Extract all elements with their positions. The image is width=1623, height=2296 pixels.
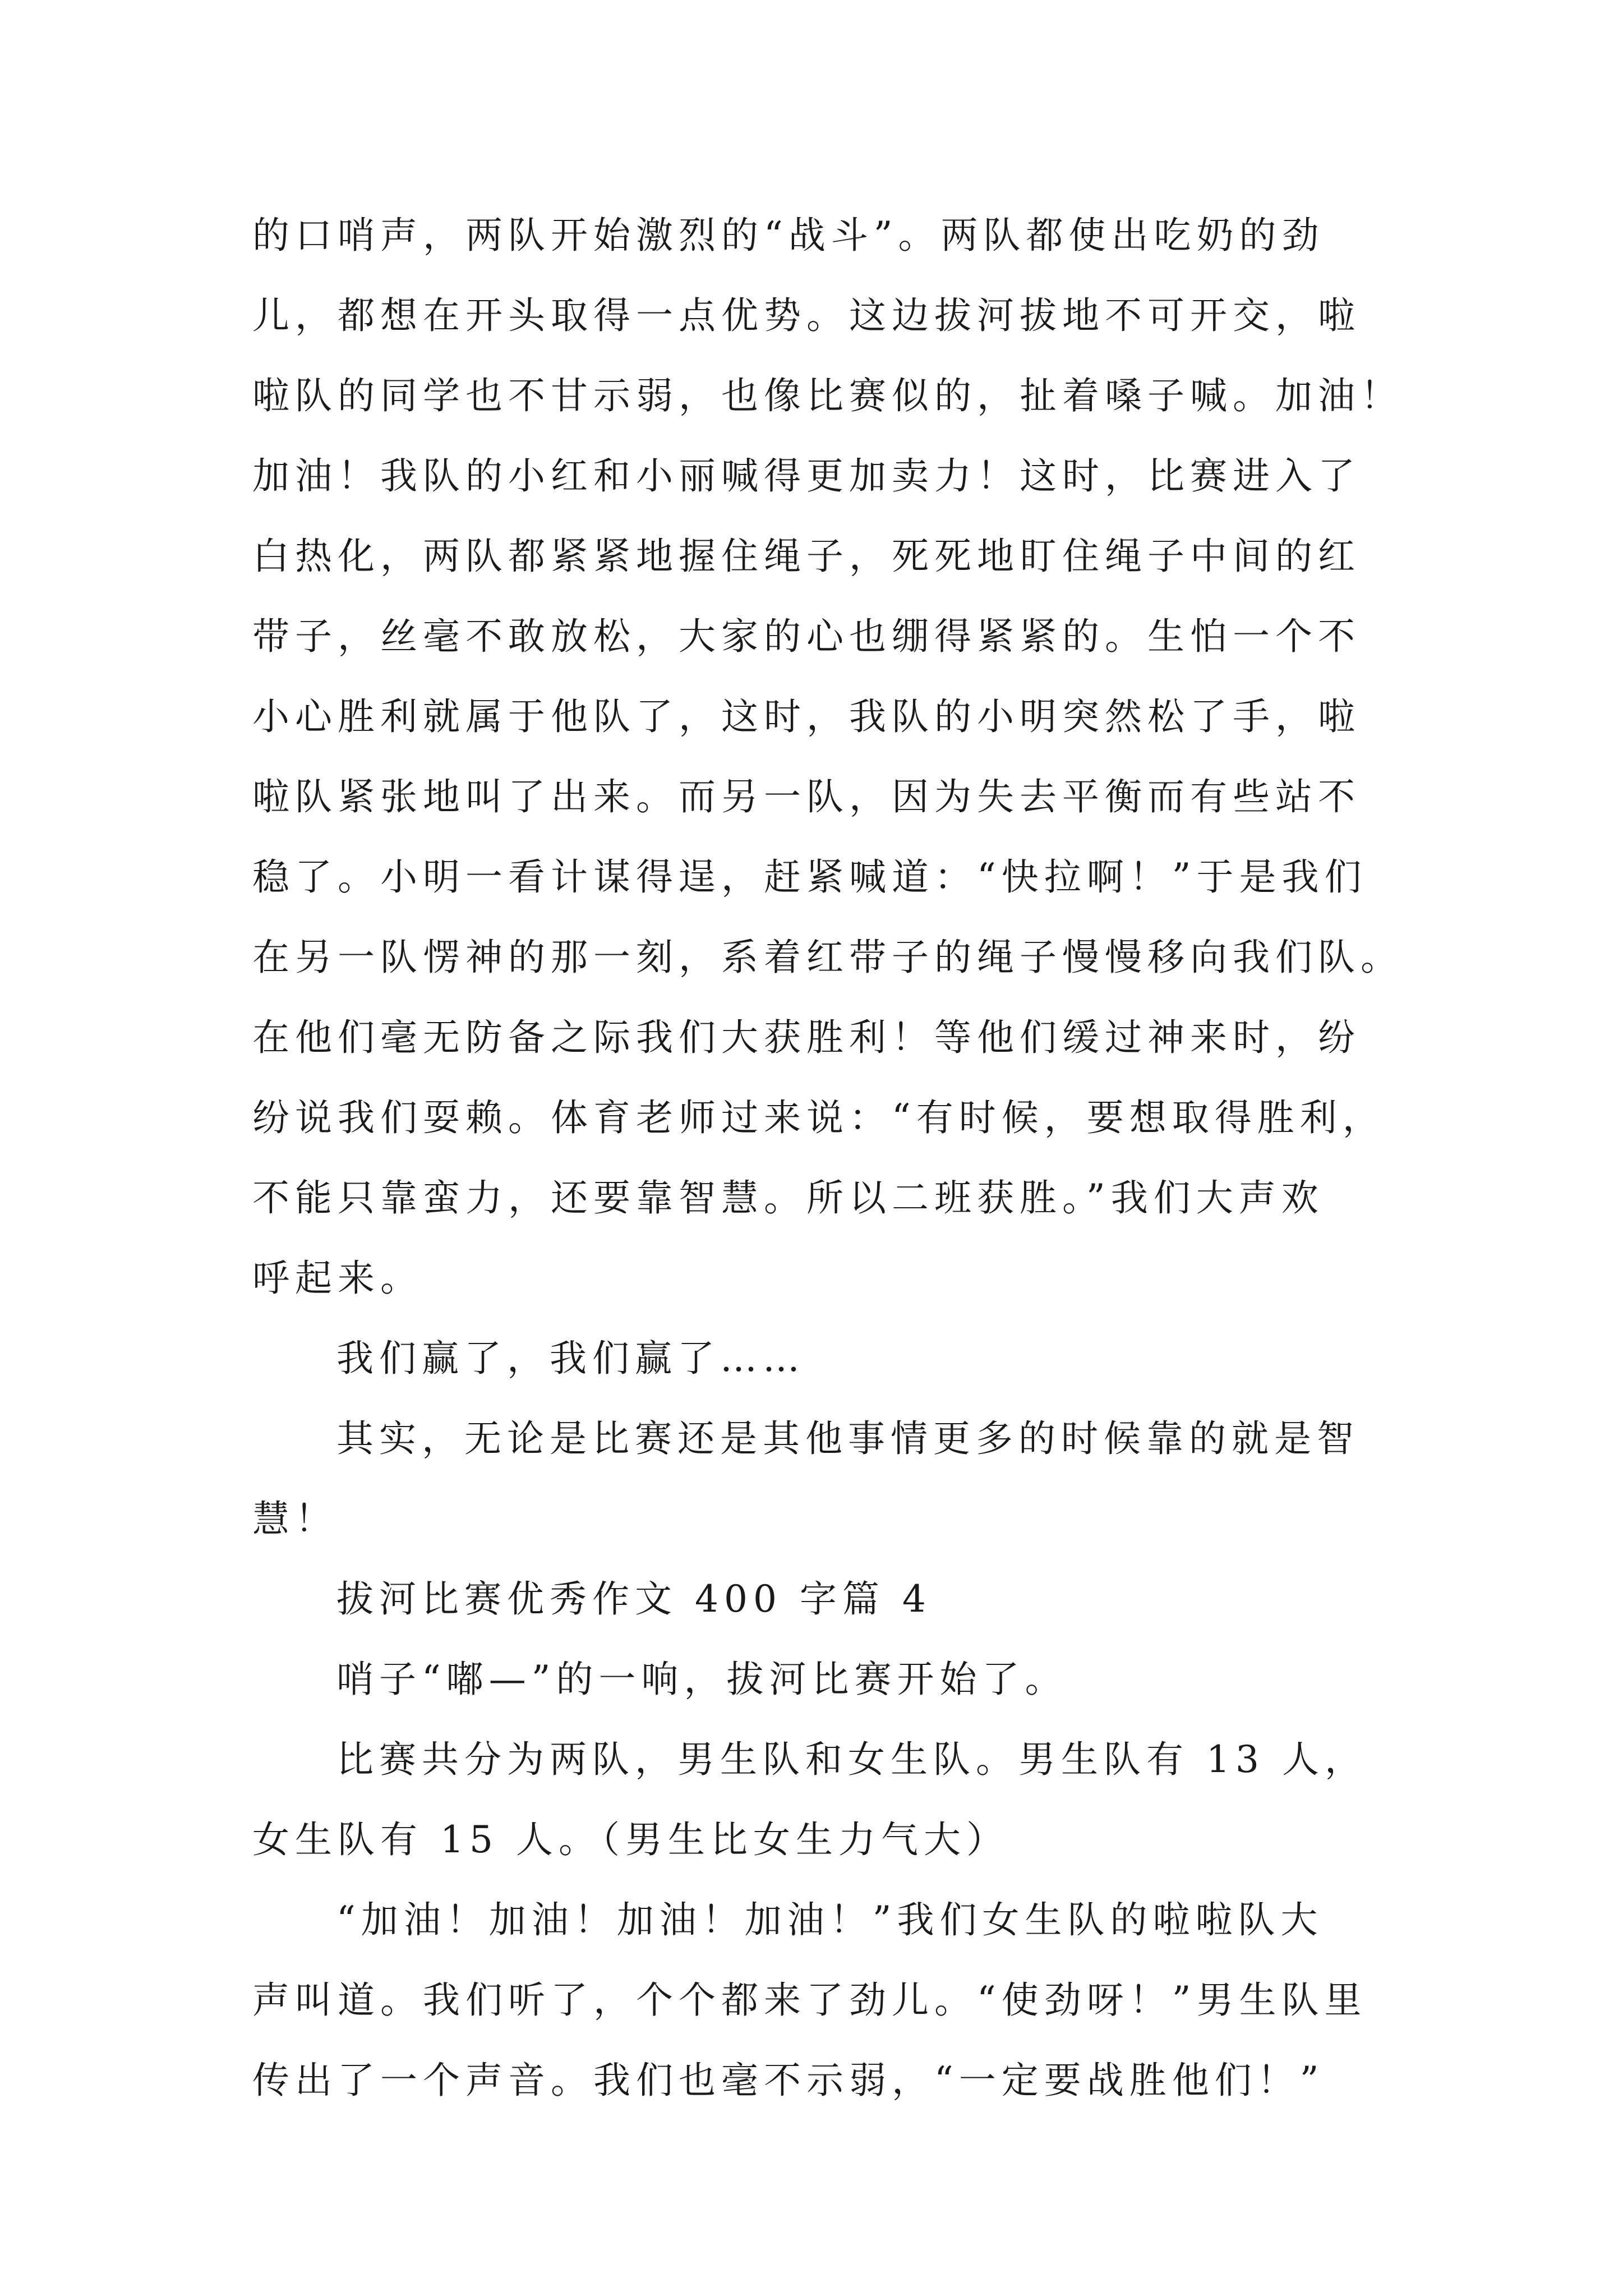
text-line: 啦队紧张地叫了出来。而另一队，因为失去平衡而有些站不 (252, 775, 1361, 818)
text-line: 哨子“嘟—”的一响，拔河比赛开始了。 (336, 1658, 1068, 1701)
section-heading: 拔河比赛优秀作文 400 字篇 4 (336, 1577, 932, 1621)
text-line: 其实，无论是比赛还是其他事情更多的时候靠的就是智 (336, 1417, 1359, 1460)
text-line: 比赛共分为两队，男生队和女生队。男生队有 13 人， (336, 1738, 1367, 1781)
text-line: 儿，都想在开头取得一点优势。这边拔河拔地不可开交，啦 (252, 294, 1361, 337)
text-line: 我们赢了，我们赢了…… (336, 1337, 805, 1380)
text-line: 在另一队愣神的那一刻，系着红带子的绳子慢慢移向我们队。 (252, 936, 1403, 979)
text-line: 慧！ (252, 1497, 338, 1540)
text-line: 小心胜利就属于他队了，这时，我队的小明突然松了手，啦 (252, 695, 1361, 738)
text-line: 稳了。小明一看计谋得逞，赶紧喊道：“快拉啊！”于是我们 (252, 855, 1367, 899)
text-line: 呼起来。 (252, 1257, 423, 1300)
text-line: 的口哨声，两队开始激烈的“战斗”。两队都使出吃奶的劲 (252, 214, 1325, 257)
text-line: 传出了一个声音。我们也毫不示弱，“一定要战胜他们！” (252, 2059, 1325, 2102)
text-line: 带子，丝毫不敢放松，大家的心也绷得紧紧的。生怕一个不 (252, 615, 1361, 658)
text-line: 不能只靠蛮力，还要靠智慧。所以二班获胜。”我们大声欢 (252, 1176, 1324, 1220)
text-line: 白热化，两队都紧紧地握住绳子，死死地盯住绳子中间的红 (252, 535, 1361, 578)
text-line: 啦队的同学也不甘示弱，也像比赛似的，扯着嗓子喊。加油！ (252, 374, 1403, 417)
text-line: 女生队有 15 人。（男生比女生力气大） (252, 1818, 1009, 1861)
text-line: 在他们毫无防备之际我们大获胜利！等他们缓过神来时，纷 (252, 1016, 1361, 1059)
text-line: “加油！加油！加油！加油！”我们女生队的啦啦队大 (336, 1898, 1324, 1941)
text-line: 纷说我们耍赖。体育老师过来说：“有时候，要想取得胜利， (252, 1096, 1385, 1139)
text-line: 声叫道。我们听了，个个都来了劲儿。“使劲呀！”男生队里 (252, 1978, 1367, 2022)
text-line: 加油！我队的小红和小丽喊得更加卖力！这时，比赛进入了 (252, 454, 1361, 498)
